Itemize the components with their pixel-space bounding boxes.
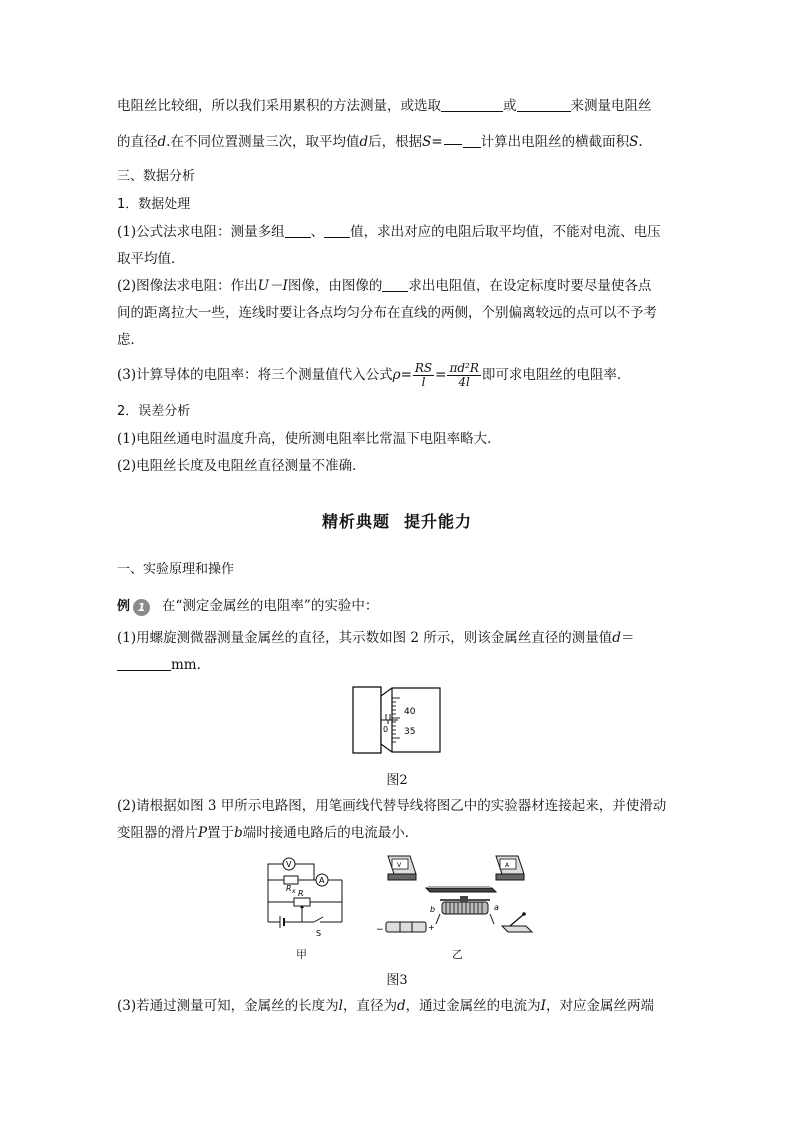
svg-text:−: −	[376, 925, 384, 935]
text-line-p2-cont: 间的距离拉大一些，连线时要让各点均匀分布在直线的两侧，个别偏离较远的点可以不予考	[117, 305, 657, 321]
answer-blank[interactable]	[441, 97, 503, 112]
text-span: (3)若通过测量可知，金属丝的长度为	[117, 998, 339, 1014]
svg-text:+: +	[428, 923, 435, 932]
var-P: P	[198, 825, 208, 841]
answer-blank[interactable]	[463, 133, 481, 148]
svg-text:R: R	[298, 889, 304, 898]
text-span: 置于	[207, 825, 235, 841]
subsection-heading-1: 1．数据处理	[117, 197, 191, 212]
text-span: 在“测定金属丝的电阻率”的实验中：	[162, 598, 379, 614]
question-1-cont	[117, 656, 201, 674]
tick-label-0: 0	[383, 725, 389, 734]
example-intro-line	[117, 597, 378, 616]
text-span: 图像，由图像的	[287, 278, 383, 294]
text-span: 、	[310, 224, 325, 240]
equals: =	[400, 367, 412, 383]
question-3-line	[117, 997, 654, 1015]
tick-label-40: 40	[404, 707, 416, 717]
switch-device-icon	[502, 912, 532, 932]
var-l: l	[338, 998, 343, 1014]
svg-text:b: b	[430, 905, 436, 914]
text-span: ，通过金属丝的电流为	[405, 998, 541, 1014]
fraction-pi-d2r-4l: $\frac{\text{πd²R}}{4l}$	[449, 361, 479, 389]
example-badge: 例 1	[117, 598, 150, 616]
text-span: 端时接通电路后的电流最小．	[242, 825, 419, 841]
text-span: 或	[503, 98, 517, 114]
var-S: S	[422, 134, 432, 150]
text-span: 来测量电阻丝	[570, 98, 652, 114]
svg-text:a: a	[494, 903, 499, 912]
text-span: (1)公式法求电阻：测量多组	[117, 224, 285, 240]
text-line-e2: (2)电阻丝长度及电阻丝直径测量不准确．	[117, 458, 366, 474]
fraction-rs-l: $\frac{RS}{l}$	[414, 361, 433, 389]
svg-text:R: R	[286, 884, 292, 893]
tick-label-35: 35	[404, 727, 416, 737]
answer-blank[interactable]	[517, 97, 571, 112]
battery-icon	[376, 922, 435, 935]
title-part: 精析典题	[321, 512, 390, 531]
fraction-blank[interactable]	[444, 134, 462, 151]
text-line-e1: (1)电阻丝通电时温度升高，使所测电阻率比常温下电阻率略大．	[117, 431, 501, 447]
rheostat-r	[294, 898, 310, 906]
svg-text:S: S	[316, 929, 322, 938]
text-line-p2-end: 虑．	[117, 332, 144, 348]
svg-text:A: A	[319, 876, 325, 885]
answer-blank[interactable]	[324, 223, 350, 238]
question-2-line: (2)请根据如图 3 甲所示电路图，用笔画线代替导线将图乙中的实验器材连接起来，并使滑动	[117, 798, 667, 814]
svg-text:V: V	[397, 862, 402, 869]
var-UI: U－I	[257, 278, 288, 294]
text-span: ，直径为	[342, 998, 397, 1014]
answer-blank[interactable]	[382, 277, 408, 292]
text-span: .在不同位置测量三次，取平均值	[166, 134, 360, 150]
page-section-title	[0, 509, 794, 532]
var-d: d	[359, 134, 369, 150]
ammeter-device-icon	[496, 856, 524, 880]
section-heading-3: 三、数据分析	[117, 169, 196, 184]
text-span: 求出电阻值，在设定标度时要尽量使各点	[408, 278, 652, 294]
svg-text:A: A	[505, 862, 510, 869]
subsection-heading-2: 2．误差分析	[117, 404, 191, 419]
text-span: (2)图像法求电阻：作出	[117, 278, 258, 294]
text-span: 值，求出对应的电阻后取平均值，不能对电流、电压	[350, 224, 661, 240]
text-line-p1-cont: 取平均值．	[117, 251, 185, 267]
micrometer-figure	[350, 684, 444, 756]
text-span: .	[638, 134, 643, 150]
text-span: ，对应金属丝两端	[545, 998, 654, 1014]
text-span: 电阻丝比较细，所以我们采用累积的方法测量，或选取	[117, 98, 441, 114]
example-number-icon: 1	[133, 599, 150, 616]
text-line-2	[117, 133, 643, 151]
text-span: 计算出电阻丝的横截面积	[480, 134, 630, 150]
circuit-diagram	[258, 852, 350, 944]
section-heading-1: 一、实验原理和操作	[117, 562, 235, 577]
text-line-p1	[117, 223, 661, 241]
text-span: (1)用螺旋测微器测量金属丝的直径，其示数如图 2 所示，则该金属丝直径的测量值	[117, 630, 613, 646]
equals: ＝	[620, 630, 635, 646]
question-1-line	[117, 629, 634, 647]
title-part: 提升能力	[404, 512, 473, 531]
voltmeter-device-icon	[388, 856, 416, 880]
answer-blank[interactable]	[285, 223, 311, 238]
equals: =	[435, 367, 447, 383]
text-span: 变阻器的滑片	[117, 825, 198, 841]
question-2-cont	[117, 824, 418, 842]
answer-blank[interactable]	[117, 656, 171, 671]
svg-text:x: x	[292, 888, 296, 895]
text-line-p3	[117, 360, 630, 390]
figure-3-caption: 图3	[386, 973, 408, 988]
resistor-rx	[284, 876, 298, 884]
text-span: 后，根据	[368, 134, 423, 150]
text-line-1	[117, 97, 652, 115]
var-d: d	[157, 134, 167, 150]
rheostat-device	[430, 896, 499, 924]
var-b: b	[234, 825, 243, 841]
var-d: d	[396, 998, 406, 1014]
text-span: (3)计算导体的电阻率：将三个测量值代入公式	[117, 367, 393, 383]
text-span: 的直径	[117, 134, 158, 150]
metal-wire-board	[426, 886, 496, 892]
text-line-p2	[117, 277, 651, 295]
apparatus-diagram	[374, 852, 540, 944]
text-span: mm.	[171, 657, 201, 673]
var-S: S	[629, 134, 639, 150]
var-d: d	[612, 630, 621, 646]
apparatus-label-yi: 乙	[452, 948, 463, 961]
var-rho: ρ	[392, 367, 401, 383]
micrometer-frame	[353, 687, 381, 753]
text-span: 即可求电阻丝的电阻率．	[481, 367, 631, 383]
circuit-label-jia: 甲	[296, 948, 307, 961]
svg-text:V: V	[286, 860, 292, 869]
equals: =	[431, 134, 443, 150]
figure-2-caption: 图2	[386, 773, 408, 788]
var-I: I	[540, 998, 546, 1014]
